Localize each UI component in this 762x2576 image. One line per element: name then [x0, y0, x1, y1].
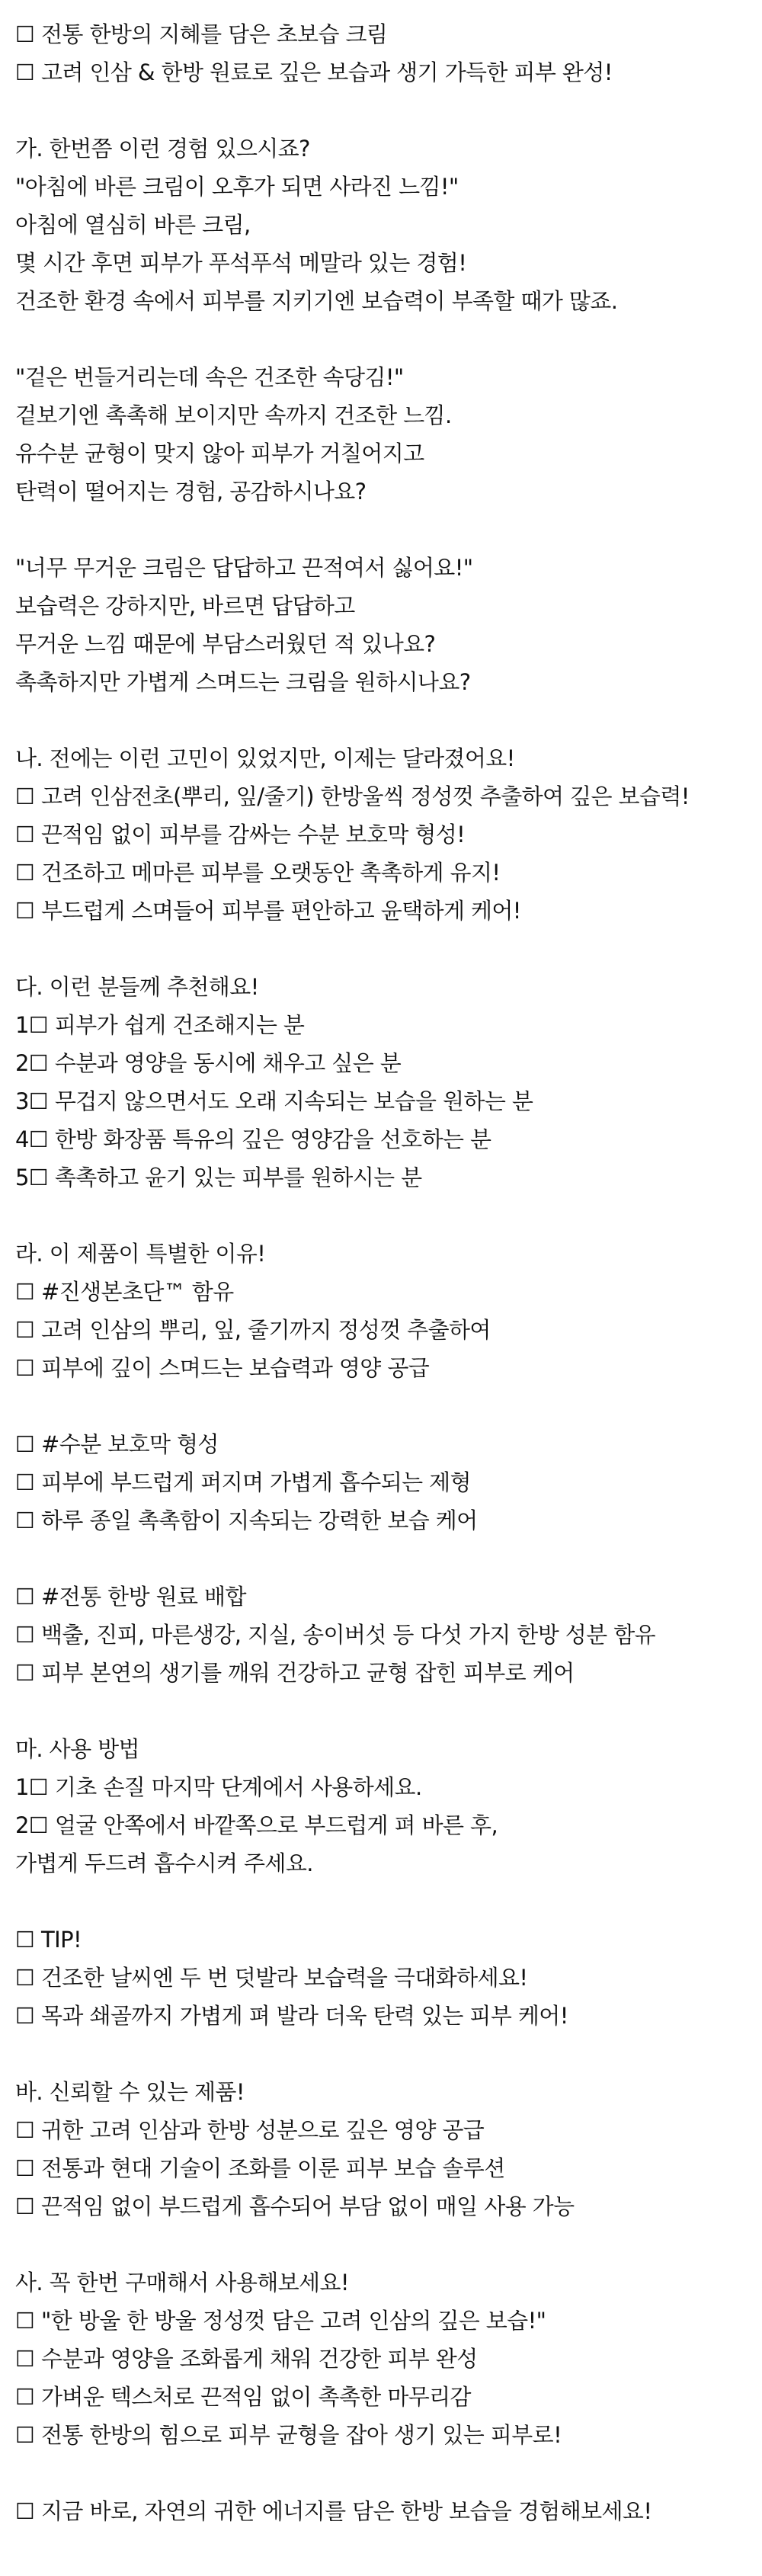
paragraph-line: 촉촉하지만 가볍게 스며드는 크림을 원하시나요? [15, 669, 471, 695]
section-sa [15, 2264, 762, 2454]
list-item: ☐ #전통 한방 원료 배합 [15, 1584, 246, 1610]
list-item: 2☐ 수분과 영양을 동시에 채우고 싶은 분 [15, 1050, 402, 1076]
closing-line: ☐ 지금 바로, 자연의 귀한 에너지를 담은 한방 보습을 경험해보세요! [15, 2498, 652, 2524]
list-item: ☐ 전통과 현대 기술이 조화를 이룬 피부 보습 솔루션 [15, 2155, 505, 2181]
list-item: ☐ #수분 보호막 형성 [15, 1431, 219, 1457]
paragraph-line: 건조한 환경 속에서 피부를 지키기엔 보습력이 부족할 때가 많죠. [15, 288, 618, 314]
list-item: ☐ #진생본초단™ 함유 [15, 1279, 234, 1305]
closing-block [15, 2492, 762, 2530]
step-item: 2☐ 얼굴 안쪽에서 바깥쪽으로 부드럽게 펴 바른 후, [15, 1812, 498, 1838]
intro-block [15, 15, 762, 91]
paragraph-line: 보습력은 강하지만, 바르면 답답하고 [15, 593, 355, 619]
tip-item: ☐ 건조한 날씨엔 두 번 덧발라 보습력을 극대화하세요! [15, 1965, 528, 1991]
list-item: ☐ "한 방울 한 방울 정성껏 담은 고려 인삼의 깊은 보습!" [15, 2308, 546, 2334]
list-item: ☐ 피부에 부드럽게 퍼지며 가볍게 흡수되는 제형 [15, 1469, 471, 1495]
paragraph-line: 아침에 열심히 바른 크림, [15, 212, 251, 238]
list-item: ☐ 피부에 깊이 스며드는 보습력과 영양 공급 [15, 1355, 430, 1381]
section-ra [15, 1235, 762, 1692]
list-item: ☐ 전통 한방의 힘으로 피부 균형을 잡아 생기 있는 피부로! [15, 2422, 562, 2448]
list-item: ☐ 끈적임 없이 피부를 감싸는 수분 보호막 형성! [15, 822, 466, 847]
section-title: 나. 전에는 이런 고민이 있었지만, 이제는 달라졌어요! [15, 745, 515, 771]
paragraph-line: 유수분 균형이 맞지 않아 피부가 거칠어지고 [15, 441, 424, 466]
tip-item: ☐ 목과 쇄골까지 가볍게 펴 발라 더욱 탄력 있는 피부 케어! [15, 2003, 568, 2029]
list-item: ☐ 고려 인삼전초(뿌리, 잎/줄기) 한방울씩 정성껏 추출하여 깊은 보습력! [15, 783, 690, 809]
section-ba [15, 2073, 762, 2225]
paragraph-line: 탄력이 떨어지는 경험, 공감하시나요? [15, 479, 367, 505]
section-title: 라. 이 제품이 특별한 이유! [15, 1241, 266, 1267]
list-item: ☐ 끈적임 없이 부드럽게 흡수되어 부담 없이 매일 사용 가능 [15, 2193, 575, 2219]
list-item: ☐ 수분과 영양을 조화롭게 채워 건강한 피부 완성 [15, 2346, 478, 2372]
intro-line: ☐ 전통 한방의 지혜를 담은 초보습 크림 [15, 21, 388, 47]
list-item: 5☐ 촉촉하고 윤기 있는 피부를 원하시는 분 [15, 1165, 422, 1190]
list-item: 3☐ 무겁지 않으면서도 오래 지속되는 보습을 원하는 분 [15, 1088, 533, 1114]
paragraph-line: 무거운 느낌 때문에 부담스러웠던 적 있나요? [15, 631, 436, 657]
list-item: ☐ 건조하고 메마른 피부를 오랫동안 촉촉하게 유지! [15, 860, 501, 886]
section-title: 바. 신뢰할 수 있는 제품! [15, 2079, 245, 2105]
list-item: 4☐ 한방 화장품 특유의 깊은 영양감을 선호하는 분 [15, 1126, 491, 1152]
list-item: ☐ 백출, 진피, 마른생강, 지실, 송이버섯 등 다섯 가지 한방 성분 함유 [15, 1622, 656, 1648]
list-item: ☐ 고려 인삼의 뿌리, 잎, 줄기까지 정성껏 추출하여 [15, 1317, 491, 1343]
list-item: ☐ 부드럽게 스며들어 피부를 편안하고 윤택하게 케어! [15, 898, 521, 924]
section-ga [15, 130, 762, 701]
section-title: 다. 이런 분들께 추천해요! [15, 974, 259, 1000]
step-item: 1☐ 기초 손질 마지막 단계에서 사용하세요. [15, 1774, 422, 1800]
section-title: 사. 꼭 한번 구매해서 사용해보세요! [15, 2270, 349, 2296]
list-item: ☐ 귀한 고려 인삼과 한방 성분으로 깊은 영양 공급 [15, 2117, 485, 2143]
list-item: ☐ 가벼운 텍스처로 끈적임 없이 촉촉한 마무리감 [15, 2384, 471, 2410]
tip-item: ☐ TIP! [15, 1927, 82, 1953]
list-item: ☐ 하루 종일 촉촉함이 지속되는 강력한 보습 케어 [15, 1507, 478, 1533]
paragraph-line: "겉은 번들거리는데 속은 건조한 속당김!" [15, 364, 404, 390]
intro-line: ☐ 고려 인삼 & 한방 원료로 깊은 보습과 생기 가득한 피부 완성! [15, 59, 613, 85]
section-da [15, 968, 762, 1197]
paragraph-line: 겉보기엔 촉촉해 보이지만 속까지 건조한 느낌. [15, 402, 452, 428]
paragraph-line: 몇 시간 후면 피부가 푸석푸석 메말라 있는 경험! [15, 250, 467, 276]
section-title: 가. 한번쯤 이런 경험 있으시죠? [15, 136, 310, 162]
section-ma [15, 1730, 762, 2035]
list-item: ☐ 피부 본연의 생기를 깨워 건강하고 균형 잡힌 피부로 케어 [15, 1660, 575, 1686]
section-title: 마. 사용 방법 [15, 1736, 139, 1762]
list-item: 1☐ 피부가 쉽게 건조해지는 분 [15, 1012, 305, 1038]
section-na [15, 739, 762, 930]
step-item: 가볍게 두드려 흡수시켜 주세요. [15, 1850, 313, 1876]
paragraph-line: "너무 무거운 크림은 답답하고 끈적여서 싫어요!" [15, 555, 473, 581]
paragraph-line: "아침에 바른 크림이 오후가 되면 사라진 느낌!" [15, 174, 459, 200]
